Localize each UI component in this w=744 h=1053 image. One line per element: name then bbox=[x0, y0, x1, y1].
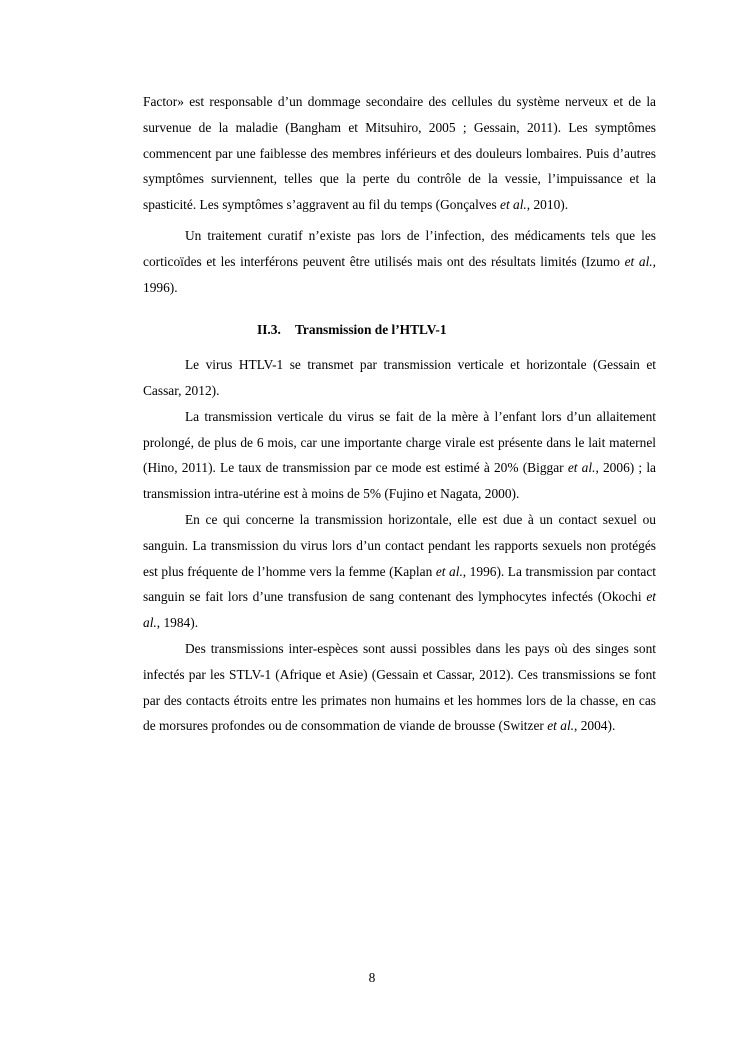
paragraph-text: , 1984). bbox=[156, 615, 199, 631]
paragraph-text: En ce qui concerne la transmission horizontale, elle est due à un contact sexuel ou sanguin. La transmission du virus lors d’un contact pendant les rapports sexuels non protégés est plus fréquente de l’homme vers la femme (Kaplan bbox=[143, 511, 656, 579]
italic-text: et al. bbox=[567, 460, 596, 476]
paragraph-text: , 1996). bbox=[143, 253, 657, 295]
paragraphs-top bbox=[143, 89, 656, 300]
paragraph-p4 bbox=[143, 404, 656, 507]
section-number: II.3. bbox=[257, 322, 281, 338]
paragraph-text: Des transmissions inter-espèces sont aussi possibles dans les pays où des singes sont infectés par les STLV-1 (Afrique et Asie) (Gessain et Cassar, 2012). Ces transmissions se font par des contacts étroits entre les primates non humains et les hommes lors de la chasse, en cas de morsures profondes ou de consommation de viande de brousse (Switzer bbox=[143, 640, 656, 734]
paragraph-text: , 2006) ; la transmission intra-utérine est à moins de 5% (Fujino et Nagata, 2000). bbox=[143, 460, 656, 502]
section-title: Transmission de l’HTLV-1 bbox=[295, 322, 447, 338]
paragraph-text: Factor» est responsable d’un dommage secondaire des cellules du système nerveux et de la survenue de la maladie (Bangham et Mitsuhiro, 2005 ; Gessain, 2011). Les symptômes commencent par une faiblesse des membres inférieurs et des douleurs lombaires. Puis d’autres symptômes surviennent, telles que la perte du contrôle de la vessie, l’impuissance et la spasticité. Les symptômes s’aggravent au fil du temps (Gonçalves bbox=[143, 94, 656, 213]
paragraph-text: La transmission verticale du virus se fait de la mère à l’enfant lors d’un allaitement prolongé, de plus de 6 mois, car une importante charge virale est présente dans le lait maternel (Hino, 2011). Le taux de transmission par ce mode est estimé à 20% (Biggar bbox=[143, 408, 656, 476]
italic-text: et al. bbox=[143, 589, 656, 631]
paragraph-text: Un traitement curatif n’existe pas lors de l’infection, des médicaments tels que les corticoïdes et les interférons peuvent être utilisés mais ont des résultats limités (Izumo bbox=[143, 227, 656, 269]
page-number: 8 bbox=[368, 970, 376, 985]
italic-text: et al. bbox=[435, 563, 463, 579]
section-heading bbox=[257, 317, 656, 343]
paragraph-p2 bbox=[143, 223, 656, 300]
paragraph-p1 bbox=[143, 89, 656, 218]
italic-text: et al. bbox=[547, 718, 575, 734]
paragraph-text: Le virus HTLV-1 se transmet par transmission verticale et horizontale (Gessain et Cassar, 2012). bbox=[143, 357, 656, 398]
paragraph-text: , 2004). bbox=[574, 718, 616, 734]
paragraphs-bottom bbox=[143, 352, 656, 739]
italic-text: et al. bbox=[500, 197, 527, 213]
paragraph-text: , 2010). bbox=[526, 197, 569, 213]
paragraph-text: , 1996). La transmission par contact sanguin se fait lors d’une transfusion de sang contenant des lymphocytes infectés (Okochi bbox=[143, 563, 656, 605]
paragraph-p6 bbox=[143, 636, 656, 739]
italic-text: et al. bbox=[624, 253, 653, 269]
body-text bbox=[143, 89, 656, 739]
paragraph-p3 bbox=[143, 352, 656, 404]
paragraph-p5 bbox=[143, 507, 656, 636]
